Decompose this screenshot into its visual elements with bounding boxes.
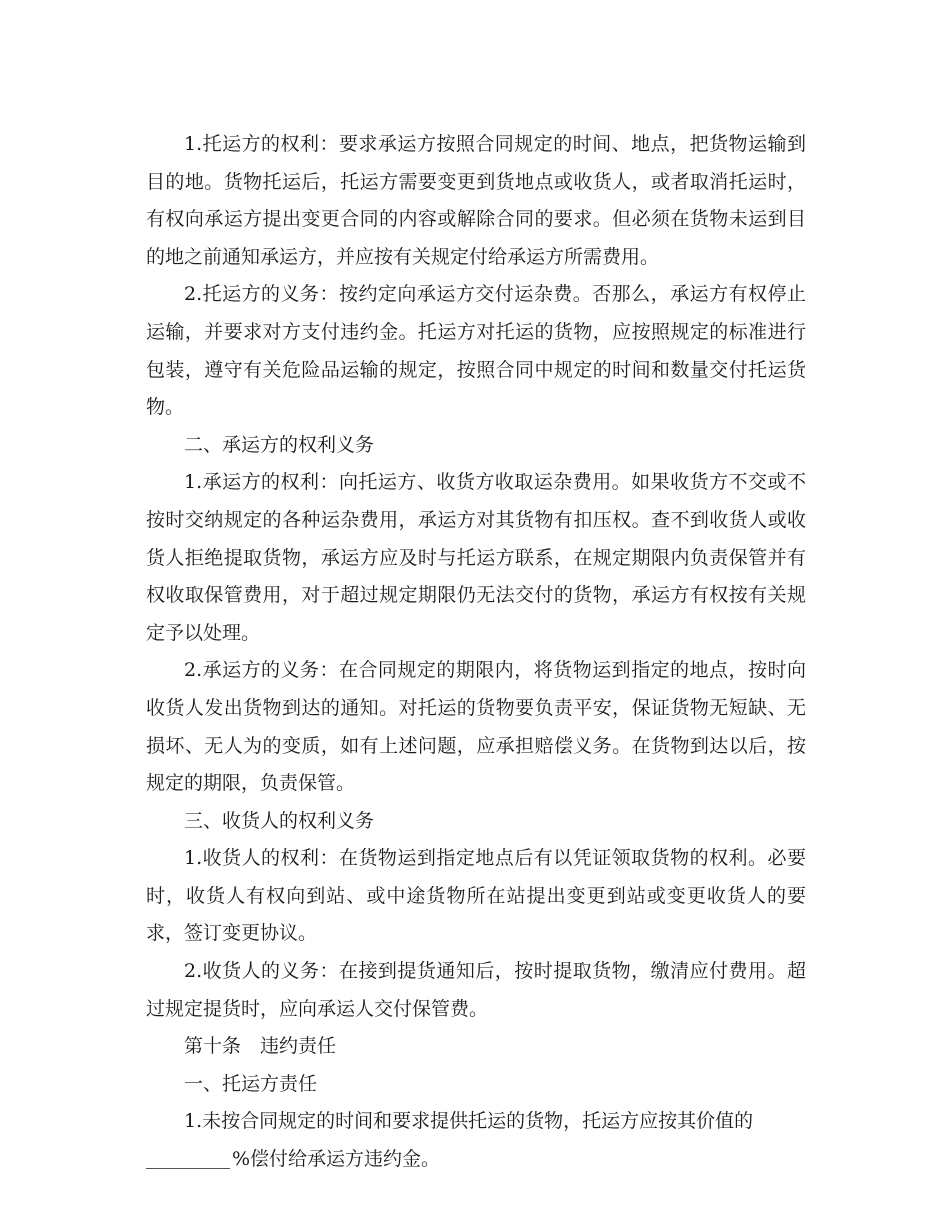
paragraph-shipper-obligations: 2.托运方的义务：按约定向承运方交付运杂费。否那么，承运方有权停止运输，并要求对方支付违约金。托运方对托运的货物，应按照规定的标准进行包装，遵守有关危险品运输的规定，按照合同中规定的时间和数量交付托运货物。 (146, 283, 806, 419)
heading-consignee-rights-obligations: 三、收货人的权利义务 (184, 809, 375, 832)
paragraph-consignee-rights: 1.收货人的权利：在货物运到指定地点后有以凭证领取货物的权利。必要时，收货人有权向到站、或中途货物所在站提出变更到站或变更收货人的要求，签订变更协议。 (146, 847, 806, 945)
liability-suffix-text: %偿付给承运方违约金。 (232, 1148, 441, 1171)
paragraph-carrier-rights: 1.承运方的权利：向托运方、收货方收取运杂费用。如果收货方不交或不按时交纳规定的各种运杂费用，承运方对其货物有扣压权。查不到收货人或收货人拒绝提取货物，承运方应及时与托运方联系，在规定期限内负责保管并有权收取保管费用，对于超过规定期限仍无法交付的货物，承运方有权按有关规定予以处理。 (146, 471, 806, 644)
document-body (146, 126, 806, 1179)
paragraph-consignee-obligations: 2.收货人的义务：在接到提货通知后，按时提取货物，缴清应付费用。超过规定提货时，应向承运人交付保管费。 (146, 960, 806, 1020)
heading-article-ten: 第十条 违约责任 (184, 1035, 337, 1058)
paragraph-liability-item-1-continued (146, 1141, 806, 1179)
paragraph-shipper-rights: 1.托运方的权利：要求承运方按照合同规定的时间、地点，把货物运输到目的地。货物托运后，托运方需要变更到货地点或收货人，或者取消托运时，有权向承运方提出变更合同的内容或解除合同的要求。但必须在货物未运到目的地之前通知承运方，并应按有关规定付给承运方所需费用。 (146, 133, 806, 268)
heading-shipper-liability: 一、托运方责任 (184, 1072, 318, 1095)
heading-carrier-rights-obligations: 二、承运方的权利义务 (184, 433, 375, 456)
fill-in-blank[interactable] (146, 1148, 230, 1169)
paragraph-liability-item-1: 1.未按合同规定的时间和要求提供托运的货物，托运方应按其价值的 (184, 1110, 754, 1133)
paragraph-carrier-obligations: 2.承运方的义务：在合同规定的期限内，将货物运到指定的地点，按时向收货人发出货物到达的通知。对托运的货物要负责平安，保证货物无短缺、无损坏、无人为的变质，如有上述问题，应承担赔偿义务。在货物到达以后，按规定的期限，负责保管。 (146, 659, 806, 795)
